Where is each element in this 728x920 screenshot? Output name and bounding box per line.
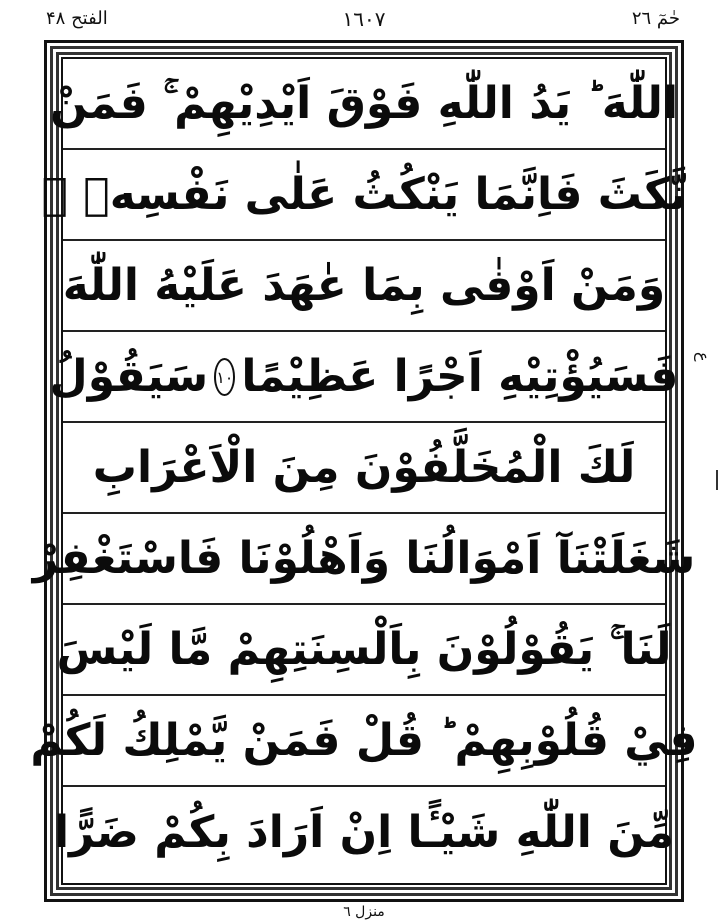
surah-title: الفتح ۴۸ <box>46 8 108 29</box>
text-line <box>53 787 675 878</box>
ayah-number-marker: ١٠ <box>214 358 235 396</box>
arabic-text: سَيَقُوْلُ <box>49 350 209 402</box>
arabic-text: فَسَيُؤْتِيْهِ اَجْرًا عَظِيْمًا <box>241 350 679 402</box>
text-line <box>49 332 679 423</box>
arabic-text: نَّكَثَ فَاِنَّمَا يَنْكُثُ عَلٰى نَفْسِهٖ ۚ <box>41 168 687 220</box>
arabic-text: اللّٰهَ ؕ يَدُ اللّٰهِ فَوْقَ اَيْدِيْهِمْ ۚ فَمَنْ <box>49 77 679 129</box>
text-line <box>41 150 687 241</box>
text-area <box>30 59 698 883</box>
ruku-marker: ع <box>694 352 713 362</box>
arabic-text: وَمَنْ اَوْفٰى بِمَا عٰهَدَ عَلَيْهُ اللّٰهَ <box>62 259 666 311</box>
text-line <box>32 514 696 605</box>
text-line <box>30 696 698 787</box>
text-line <box>49 59 679 150</box>
page-number: ۱٦۰۷ <box>342 7 386 31</box>
text-line <box>63 423 665 514</box>
arabic-text: لَنَا ۚ يَقُوْلُوْنَ بِاَلْسِنَتِهِمْ مَّا لَيْسَ <box>56 623 672 675</box>
text-line <box>56 605 672 696</box>
arabic-text: فِيْ قُلُوْبِهِمْ ؕ قُلْ فَمَنْ يَّمْلِكُ لَكُمْ <box>30 714 698 766</box>
manzil-footer: منزل ٦ <box>343 904 385 920</box>
arabic-text: شَغَلَتْنَآ اَمْوَالُنَا وَاَهْلُوْنَا فَاسْتَغْفِرْ <box>32 532 696 584</box>
juz-title: حٰمٓ ۲٦ <box>631 8 680 29</box>
arabic-text: لَكَ الْمُخَلَّفُوْنَ مِنَ الْاَعْرَابِ <box>92 441 636 493</box>
page-header <box>0 0 728 40</box>
page-frame <box>30 40 698 902</box>
margin-mark <box>716 470 722 490</box>
text-line <box>63 241 665 332</box>
arabic-text: مِّنَ اللّٰهِ شَيْـًٔا اِنْ اَرَادَ بِكُمْ ضَرًّا <box>53 806 675 858</box>
